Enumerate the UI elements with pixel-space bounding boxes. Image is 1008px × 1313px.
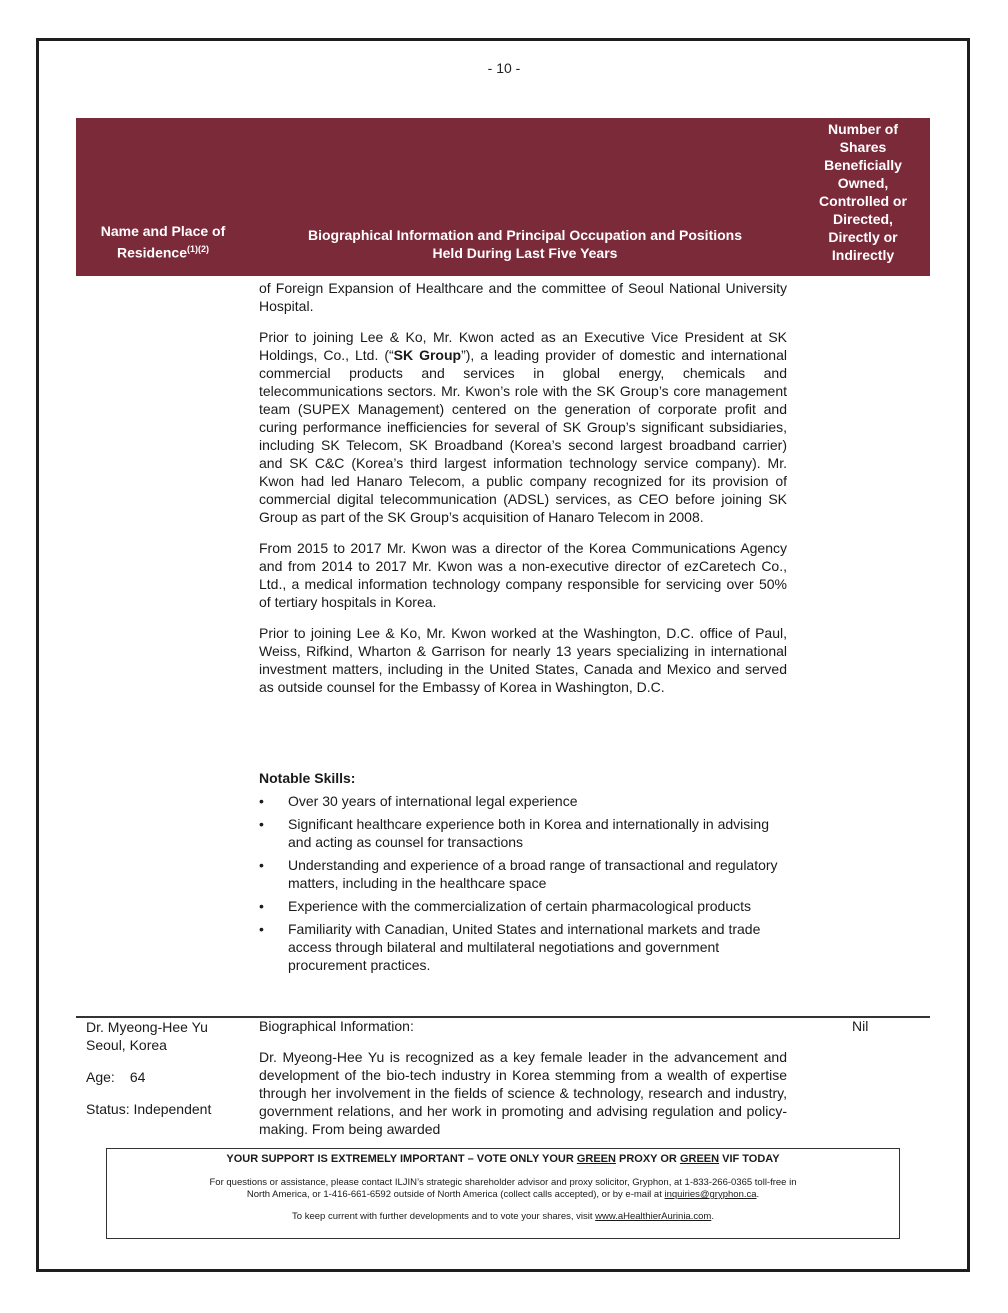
bullet-icon: • — [259, 793, 264, 809]
header-bio-line2: Held During Last Five Years — [432, 245, 618, 261]
list-item: • Experience with the commercialization of certain pharmacological products — [259, 898, 751, 914]
director-status: Status: Independent — [86, 1101, 212, 1117]
header-bio-line1: Biographical Information and Principal Occupation and Positions — [307, 227, 743, 243]
list-item: • Familiarity with Canadian, United States and international markets and trade access through bilateral and multilateral negotiations and government procurement practices. — [259, 921, 761, 973]
bullet-icon: • — [259, 857, 264, 873]
sk-group-term: SK Group — [393, 347, 462, 363]
director-residence: Seoul, Korea — [86, 1037, 167, 1053]
page-number: - 10 - — [487, 60, 521, 76]
header-footnote-ref: (1)(2) — [187, 244, 210, 255]
header-shares-line: Beneficially — [824, 157, 902, 173]
header-shares-line: Directed, — [833, 211, 893, 227]
bullet-icon: • — [259, 921, 264, 937]
bio-paragraph-2: Prior to joining Lee & Ko, Mr. Kwon acted as an Executive Vice President at SK Holdings, Co., Ltd. (“SK Group”), a leading provider of domestic and international commercial products and services in global energy, chemicals and telecommunications sectors. Mr. Kwon’s role with the SK Group’s core management team (SUPEX Management) centered on the generation of corporate profit and curing performance inefficiencies for several of SK Group’s significant subsidiaries, including SK Telecom, SK Broadband (Korea’s second largest broadband carrier) and SK C&C (Korea’s third largest information technology service company). Mr. Kwon had led Hanaro Telecom, a public company recognized for its provision of commercial digital telecommunication (ADSL) services, as CEO before joining SK Group as part of the SK Group’s acquisition of Hanaro Telecom in 2008. — [259, 329, 787, 525]
footer-contact: For questions or assistance, please contact ILJIN’s strategic shareholder advisor and proxy solicitor, Gryphon, at 1-833-266-0365 toll-free in North America, or 1-416-661-6592 outside of North America (collect calls accepted), or by e-mail at inquiries@gryphon.ca. — [209, 1177, 797, 1200]
shares-value: Nil — [852, 1018, 869, 1034]
bullet-icon: • — [259, 816, 264, 832]
header-shares-line: Indirectly — [831, 247, 895, 263]
list-item: • Significant healthcare experience both in Korea and internationally in advising and acting as counsel for transactions — [259, 816, 769, 850]
footer-box — [106, 1148, 900, 1239]
bio-label: Biographical Information: — [259, 1018, 414, 1034]
bio-paragraph-director-2: Dr. Myeong-Hee Yu is recognized as a key female leader in the advancement and development of the bio-tech industry in Korea stemming from a wealth of expertise through her involvement in the fields of science & technology, research and industry, government relations, and her work in promoting and advising regulation and policy-making. From being awarded — [259, 1049, 787, 1137]
director-2-info — [86, 1018, 211, 1118]
bio-paragraph-1: of Foreign Expansion of Healthcare and the committee of Seoul National University Hospital. — [259, 280, 787, 314]
list-item: • Over 30 years of international legal experience — [259, 793, 578, 809]
website-link[interactable]: www.aHealthierAurinia.com — [595, 1211, 712, 1222]
header-shares-line: Number of — [828, 121, 898, 137]
footer-visit: To keep current with further developments and to vote your shares, visit www.aHealthierAurinia.com. — [292, 1211, 714, 1222]
skills-title: Notable Skills: — [259, 770, 356, 786]
bio-paragraph-3: From 2015 to 2017 Mr. Kwon was a director of the Korea Communications Agency and from 2014 to 2017 Mr. Kwon was a non-executive director of ezCaretech Co., Ltd., a medical information technology company responsible for servicing over 50% of tertiary hospitals in Korea. — [259, 540, 787, 610]
list-item: • Understanding and experience of a broad range of transactional and regulatory matters, including in the healthcare space — [259, 857, 778, 891]
header-name-text: Name and Place of Residence — [100, 223, 226, 261]
bio-paragraph-4: Prior to joining Lee & Ko, Mr. Kwon worked at the Washington, D.C. office of Paul, Weiss, Rifkind, Wharton & Garrison for nearly 13 years specializing in international investment matters, including in the United States, Canada and Mexico and served as outside counsel for the Embassy of Korea in Washington, D.C. — [259, 625, 787, 695]
director-name: Dr. Myeong-Hee Yu — [86, 1019, 208, 1035]
header-name-residence — [76, 222, 250, 262]
header-shares-line: Controlled or — [819, 193, 907, 209]
header-shares-line: Owned, — [837, 175, 889, 191]
director-age: Age: 64 — [86, 1069, 146, 1085]
table-header — [76, 118, 930, 276]
email-link[interactable]: inquiries@gryphon.ca — [664, 1189, 757, 1200]
header-shares-line: Shares — [839, 139, 887, 155]
bio-continued — [259, 279, 787, 709]
skills-list — [259, 792, 789, 979]
header-shares-line: Directly or — [828, 229, 898, 245]
header-biographical — [260, 226, 790, 262]
footer-headline: YOUR SUPPORT IS EXTREMELY IMPORTANT – VOTE ONLY YOUR GREEN PROXY OR GREEN VIF TODAY — [226, 1153, 780, 1165]
header-shares — [800, 120, 926, 264]
bullet-icon: • — [259, 898, 264, 914]
